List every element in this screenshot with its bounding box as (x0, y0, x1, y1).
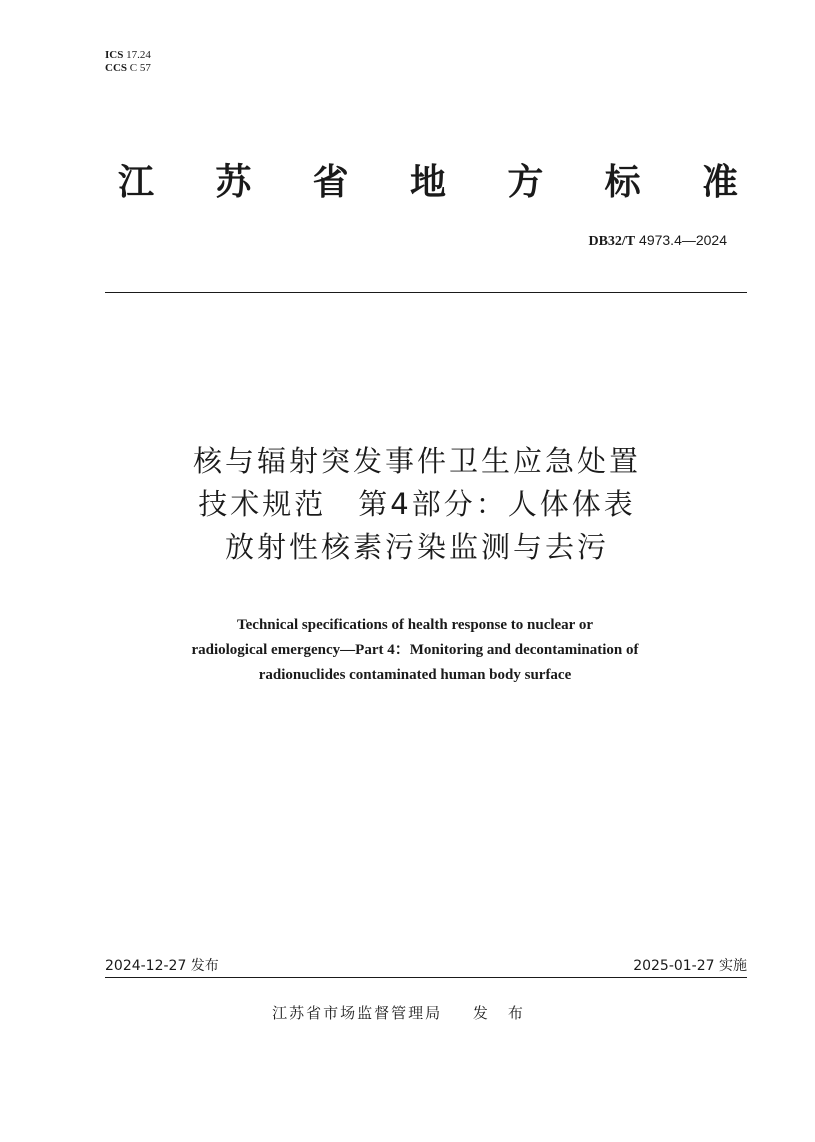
standard-type-char: 方 (507, 161, 544, 203)
ics-code (105, 49, 151, 62)
ccs-value: C 57 (129, 62, 151, 74)
standard-type-char: 江 (118, 161, 155, 203)
english-title-line-2: radiological emergency—Part 4：Monitoring and decontamination of (191, 642, 639, 658)
standard-type-title (118, 160, 738, 204)
publisher-verb: 发布 (472, 1004, 543, 1022)
standard-type-char: 省 (312, 161, 349, 203)
english-title-line-1: Technical specifications of health response to nuclear or (237, 617, 593, 633)
ics-value: 17.24 (126, 49, 151, 61)
standard-type-char: 准 (701, 161, 738, 203)
chinese-title-line-3: 放射性核素污染监测与去污 (224, 530, 609, 564)
implementation-date: 2025-01-27 实施 (633, 958, 747, 974)
classification-codes (105, 49, 151, 75)
header-divider (105, 292, 747, 293)
publisher (0, 1003, 815, 1023)
standard-type-char: 苏 (215, 161, 252, 203)
standard-code (588, 231, 727, 251)
ccs-code (105, 62, 151, 75)
publisher-name: 江苏省市场监督管理局 (272, 1004, 443, 1022)
english-title-line-3: radionuclides contaminated human body surface (258, 667, 572, 683)
standard-type-char: 地 (409, 161, 446, 203)
standard-code-prefix: DB32/T (588, 234, 636, 249)
chinese-title (0, 440, 815, 569)
standard-code-number: 4973.4—2024 (639, 232, 727, 248)
release-date: 2024-12-27 发布 (105, 958, 219, 974)
footer-divider (105, 977, 747, 978)
chinese-title-line-1: 核与辐射突发事件卫生应急处置 (192, 444, 641, 478)
english-title (0, 613, 815, 688)
chinese-title-line-2: 技术规范 第4部分：人体体表 (198, 487, 636, 521)
ics-label: ICS (105, 49, 124, 61)
standard-type-char: 标 (604, 161, 641, 203)
ccs-label: CCS (105, 62, 128, 74)
